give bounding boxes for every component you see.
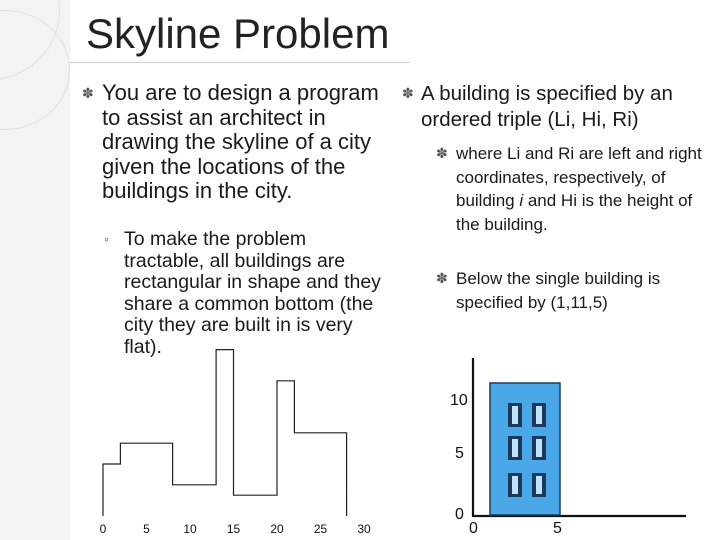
skyline-x-tick-label: 25 bbox=[313, 522, 328, 536]
definition-text-start: where Li and Ri are left and right coordinates, respectively, of building bbox=[456, 144, 702, 210]
building-window-glass bbox=[536, 406, 542, 424]
building-window-glass bbox=[512, 476, 518, 494]
skyline-x-tick-label: 10 bbox=[183, 522, 197, 536]
skyline-figure bbox=[100, 350, 371, 536]
building-window-glass bbox=[512, 406, 518, 424]
bullet-icon: ✽ bbox=[402, 85, 414, 101]
skyline-x-tick-label: 15 bbox=[226, 522, 241, 536]
building-window-glass bbox=[536, 476, 542, 494]
definition-text-end: and Hi is the height of the building. bbox=[456, 191, 693, 234]
skyline-x-tick-label: 0 bbox=[99, 522, 107, 536]
right-main-bullet: A building is specified by an ordered triple (Li, Hi, Ri) bbox=[421, 82, 673, 131]
building-x-tick-5: 5 bbox=[553, 520, 562, 537]
skyline-x-tick-label: 5 bbox=[143, 522, 150, 536]
building-y-tick-10: 10 bbox=[450, 392, 468, 409]
bullet-icon: ✽ bbox=[436, 270, 448, 286]
building-figure bbox=[450, 358, 686, 537]
bullet-icon: ✽ bbox=[436, 145, 448, 161]
building-y-tick-5: 5 bbox=[455, 445, 464, 462]
slide-title: Skyline Problem bbox=[86, 10, 390, 57]
left-sub-bullet: To make the problem tractable, all buildings are rectangular in shape and they share a common bottom (the city they are built in is very flat). bbox=[124, 228, 381, 358]
skyline-x-tick-label: 30 bbox=[357, 522, 371, 536]
definition-italic-i: i bbox=[519, 191, 524, 210]
bullet-icon: ✽ bbox=[82, 85, 94, 101]
building-body bbox=[490, 383, 560, 515]
skyline-outline bbox=[103, 350, 347, 516]
building-y-tick-0: 0 bbox=[455, 506, 464, 523]
building-x-tick-0: 0 bbox=[469, 520, 478, 537]
building-window-glass bbox=[512, 439, 518, 457]
skyline-x-tick-label: 20 bbox=[270, 522, 284, 536]
sub-bullet-marker: ◦ bbox=[104, 231, 109, 247]
skyline-x-ticks bbox=[100, 522, 371, 536]
building-window-glass bbox=[536, 439, 542, 457]
left-main-bullet: You are to design a program to assist an architect in drawing the skyline of a city given the locations of the buildings in the city. bbox=[102, 80, 379, 203]
right-sub-bullet-example: Below the single building is specified by (1,11,5) bbox=[456, 269, 661, 312]
